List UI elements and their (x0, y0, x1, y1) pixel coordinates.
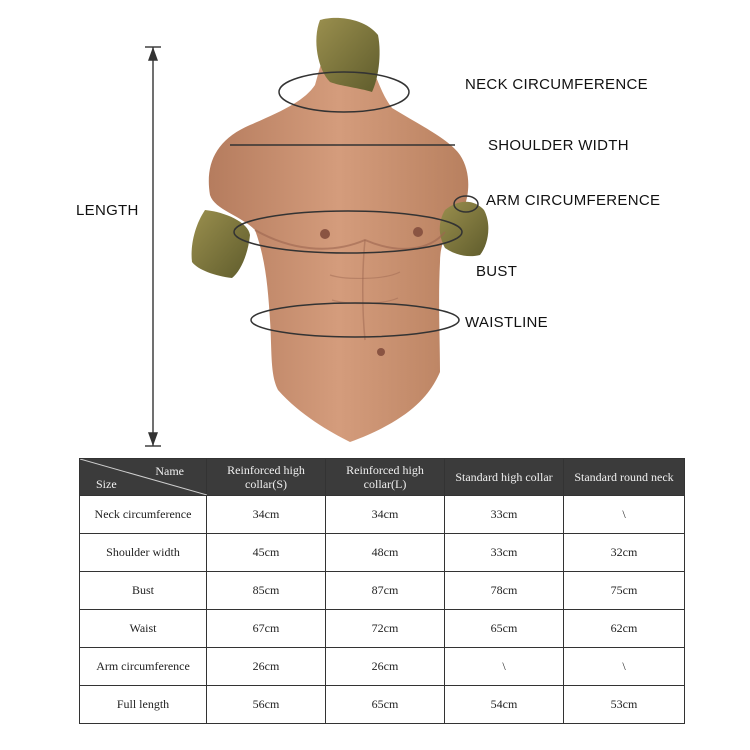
table-corner-cell (80, 459, 207, 496)
row-name-cell: Waist (80, 610, 207, 648)
bust-label: BUST (476, 263, 518, 280)
column-header: Reinforced high collar(S) (207, 459, 326, 496)
table-header-row (80, 459, 685, 496)
value-cell: 32cm (564, 534, 685, 572)
value-cell: 26cm (207, 648, 326, 686)
row-name-cell: Arm circumference (80, 648, 207, 686)
right-nipple (413, 227, 423, 237)
navel (377, 348, 385, 356)
value-cell: 85cm (207, 572, 326, 610)
row-name-cell: Shoulder width (80, 534, 207, 572)
value-cell: 45cm (207, 534, 326, 572)
row-name-cell: Bust (80, 572, 207, 610)
value-cell: \ (564, 496, 685, 534)
value-cell: 53cm (564, 686, 685, 724)
value-cell: 72cm (326, 610, 445, 648)
table-row (80, 610, 685, 648)
left-nipple (320, 229, 330, 239)
table-row (80, 572, 685, 610)
length-arrow (145, 47, 161, 446)
value-cell: 48cm (326, 534, 445, 572)
shoulder-width-label: SHOULDER WIDTH (488, 137, 629, 154)
value-cell: 54cm (445, 686, 564, 724)
left-arm-trim (192, 210, 250, 278)
waistline-label: WAISTLINE (465, 314, 548, 331)
value-cell: 87cm (326, 572, 445, 610)
value-cell: \ (445, 648, 564, 686)
value-cell: 65cm (326, 686, 445, 724)
value-cell: 33cm (445, 496, 564, 534)
column-header: Standard round neck (564, 459, 685, 496)
corner-name-label: Name (155, 464, 184, 478)
table-row (80, 648, 685, 686)
value-cell: 34cm (207, 496, 326, 534)
value-cell: 33cm (445, 534, 564, 572)
right-arm-trim (440, 202, 489, 256)
table-row (80, 534, 685, 572)
row-name-cell: Neck circumference (80, 496, 207, 534)
value-cell: 26cm (326, 648, 445, 686)
value-cell: 65cm (445, 610, 564, 648)
corner-size-label: Size (96, 477, 117, 491)
value-cell: 75cm (564, 572, 685, 610)
value-cell: \ (564, 648, 685, 686)
length-label: LENGTH (76, 202, 139, 219)
value-cell: 34cm (326, 496, 445, 534)
size-chart-table (79, 458, 685, 724)
arm-circumference-label: ARM CIRCUMFERENCE (486, 192, 661, 209)
value-cell: 67cm (207, 610, 326, 648)
column-header: Standard high collar (445, 459, 564, 496)
value-cell: 62cm (564, 610, 685, 648)
table-row (80, 496, 685, 534)
neck-circumference-label: NECK CIRCUMFERENCE (465, 76, 648, 93)
torso-body (209, 60, 468, 442)
table-row (80, 686, 685, 724)
column-header: Reinforced high collar(L) (326, 459, 445, 496)
row-name-cell: Full length (80, 686, 207, 724)
value-cell: 78cm (445, 572, 564, 610)
value-cell: 56cm (207, 686, 326, 724)
